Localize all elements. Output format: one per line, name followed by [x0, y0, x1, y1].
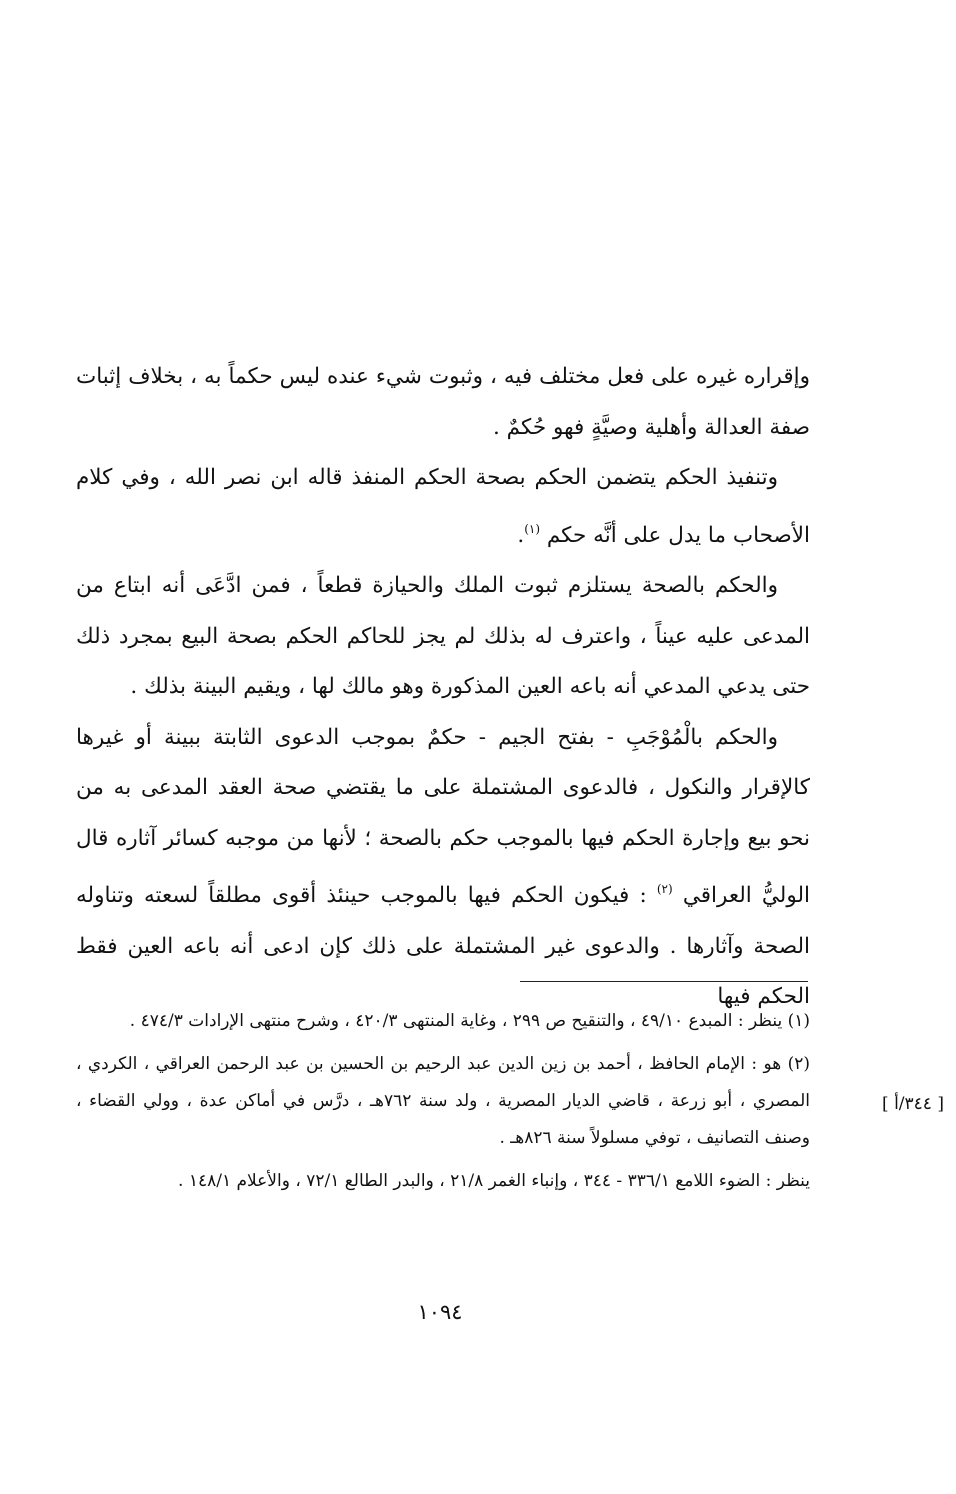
paragraph-text: والحكم بالْمُوْجَبِ - بفتح الجيم - حكمٌ بموجب الدعوى الثابتة ببينة أو غيرها كالإقرار والنكول ، فالدعوى المشتملة على ما يقتضي صحة العقد المدعى به من نحو بيع وإجارة الحكم فيها بالموجب حكم بالصحة ؛ لأنها من موجبه كسائر آثاره قال الوليُّ العراقي [76, 724, 810, 908]
page-number: ١٠٩٤ [417, 1300, 463, 1324]
footnote-sources: ينظر : الضوء اللامع ٣٣٦/١ - ٣٤٤ ، وإنباء الغمر ٢١/٨ ، والبدر الطالع ٧٢/١ ، والأعلام ١٤٨/١ . [178, 1171, 810, 1191]
footnote-marker: (١) [524, 521, 541, 536]
main-text [76, 352, 810, 1023]
footnote: (١) ينظر : المبدع ٤٩/١٠ ، والتنقيح ص ٢٩٩ ، وغاية المنتهى ٤٢٠/٣ ، وشرح منتهى الإرادات ٤٧٤/٣ . [129, 1011, 810, 1031]
paragraph: وتنفيذ الحكم يتضمن الحكم بصحة الحكم المنفذ قاله ابن نصر الله ، وفي كلام الأصحاب ما يدل على أنَّه حكم $^{(١)}$. [76, 465, 810, 548]
paragraph-text: : فيكون الحكم فيها بالموجب حينئذ أقوى مطلقاً لسعته وتناوله الصحة وآثارها . والدعوى غير المشتملة على ذلك كإن ادعى أنه باعه العين فقط الحكم فيها [76, 883, 810, 1009]
footnote-separator [520, 981, 808, 982]
paragraph: وإقراره غيره على فعل مختلف فيه ، وثبوت شيء عنده ليس حكماً به ، بخلاف إثبات صفة العدالة وأهلية وصيَّةٍ فهو حُكمٌ . [76, 364, 810, 440]
footnotes [76, 1003, 810, 1206]
manuscript-folio-reference: [ ٣٤٤/أ ] [882, 1094, 944, 1114]
footnote: (٢) هو : الإمام الحافظ ، أحمد بن زين الدين عبد الرحيم بن الحسين بن عبد الرحمن العراقي ، الكردي ، المصري ، أبو زرعة ، قاضي الديار المصرية ، ولد سنة ٧٦٢هـ ، درَّس في أماكن عدة ، وولي القضاء ، وصنف التصانيف ، توفي مسلولاً سنة ٨٢٦هـ . [76, 1054, 810, 1148]
footnote-marker: (٢) [656, 882, 673, 896]
paragraph: والحكم بالصحة يستلزم ثبوت الملك والحيازة قطعاً ، فمن ادَّعَى أنه ابتاع من المدعى عليه عيناً ، واعترف له بذلك لم يجز للحاكم الحكم بصحة البيع بمجرد ذلك حتى يدعي المدعي أنه باعه العين المذكورة وهو مالك لها ، ويقيم البينة بذلك . [76, 573, 810, 699]
paragraph-text: وتنفيذ الحكم يتضمن الحكم بصحة الحكم المنفذ قاله ابن نصر الله ، وفي كلام الأصحاب ما يدل على أنَّه حكم [76, 465, 810, 548]
paragraph [76, 713, 810, 1023]
